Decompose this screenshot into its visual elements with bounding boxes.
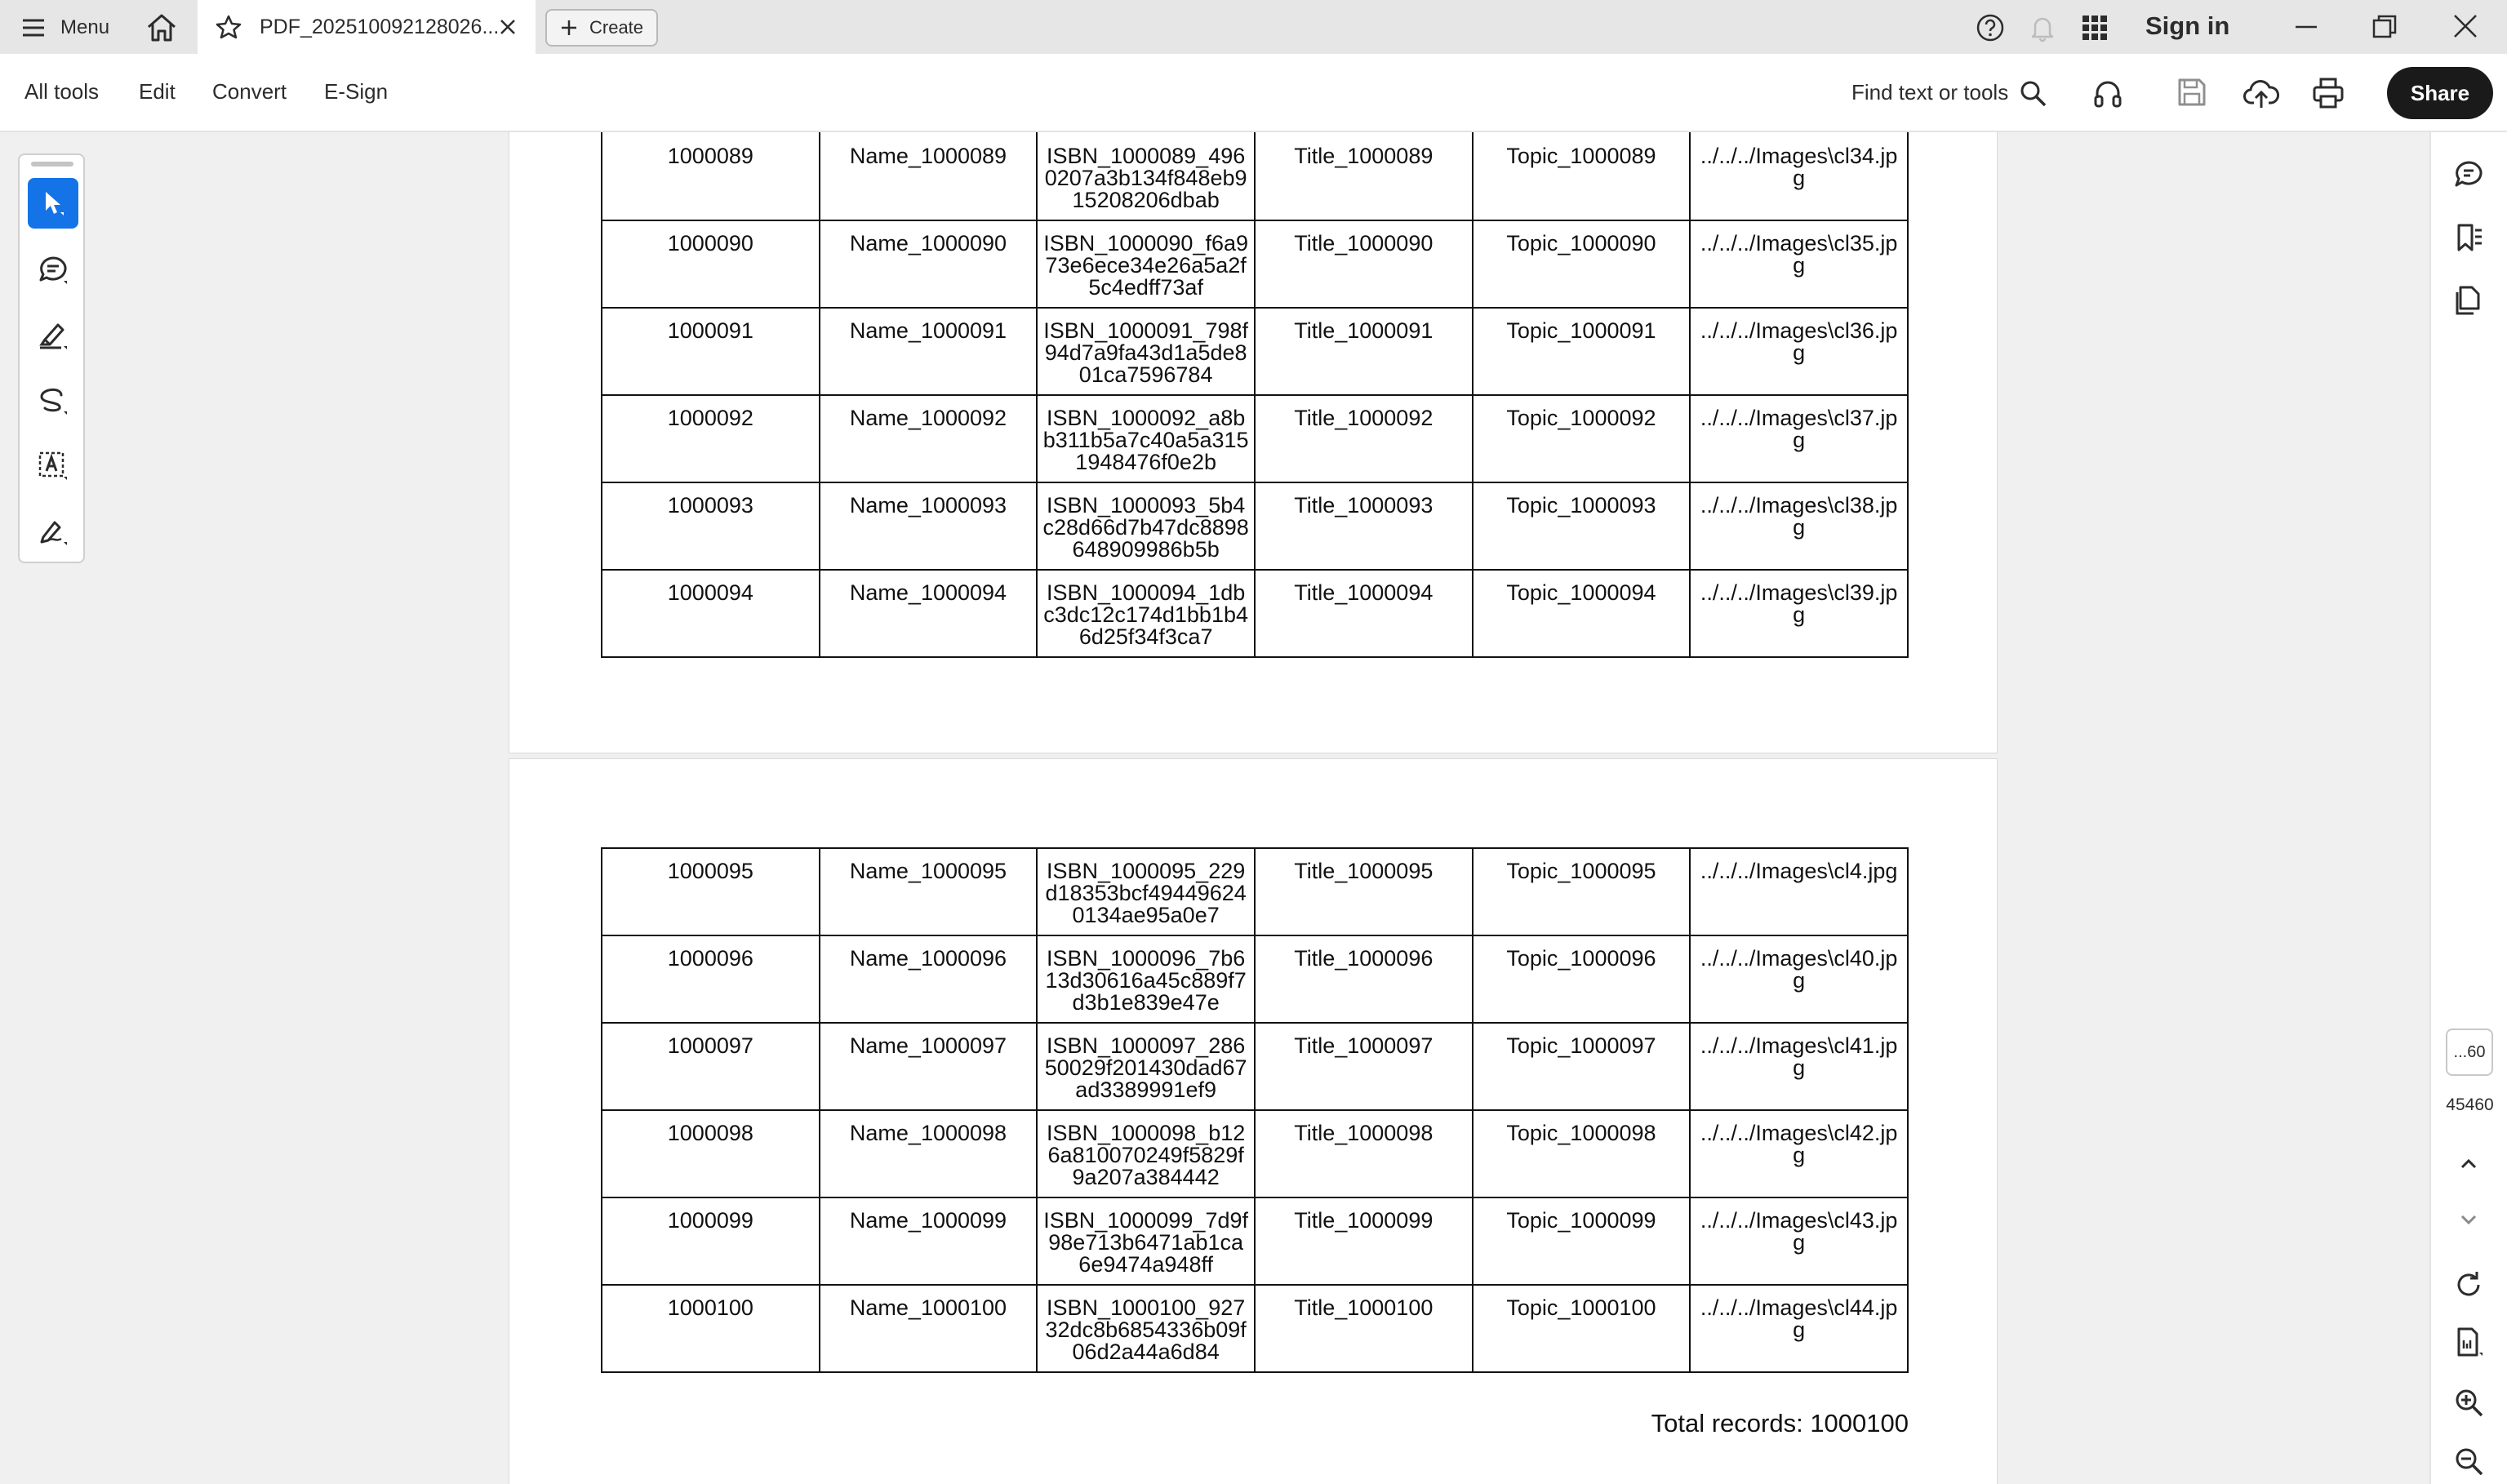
records-table <box>601 847 1909 1373</box>
table-row <box>602 570 1908 657</box>
page-count: 45460 <box>2446 1095 2494 1114</box>
id-cell: 1000099 <box>602 1197 820 1285</box>
table-row <box>602 308 1908 395</box>
image-path-cell: ../../../Images\cl38.jpg <box>1690 482 1908 570</box>
name-cell: Name_1000100 <box>820 1285 1038 1372</box>
minimize-button[interactable] <box>2292 13 2320 41</box>
id-cell: 1000093 <box>602 482 820 570</box>
id-cell: 1000094 <box>602 570 820 657</box>
table-row <box>602 1197 1908 1285</box>
close-icon[interactable] <box>496 16 519 38</box>
pdf-page <box>509 759 1997 1484</box>
isbn-cell: ISBN_1000096_7b613d30616a45c889f7d3b1e839e47e <box>1037 935 1255 1023</box>
image-path-cell: ../../../Images\cl43.jpg <box>1690 1197 1908 1285</box>
document-tab[interactable] <box>198 0 536 54</box>
title-cell: Title_1000091 <box>1255 308 1473 395</box>
title-cell: Title_1000095 <box>1255 848 1473 935</box>
isbn-cell: ISBN_1000097_28650029f201430dad67ad3389991ef9 <box>1037 1023 1255 1110</box>
topic-cell: Topic_1000093 <box>1473 482 1691 570</box>
isbn-cell: ISBN_1000091_798f94d7a9fa43d1a5de801ca7596784 <box>1037 308 1255 395</box>
name-cell: Name_1000096 <box>820 935 1038 1023</box>
apps-button[interactable] <box>2082 15 2108 41</box>
table-row <box>602 395 1908 482</box>
share-button[interactable]: Share <box>2387 67 2493 119</box>
image-path-cell: ../../../Images\cl4.jpg <box>1690 848 1908 935</box>
chevron-up-icon[interactable] <box>2452 1148 2485 1180</box>
isbn-cell: ISBN_1000099_7d9f98e713b6471ab1ca6e9474a948ff <box>1037 1197 1255 1285</box>
menu-convert[interactable]: Convert <box>212 79 287 104</box>
name-cell: Name_1000091 <box>820 308 1038 395</box>
save-icon[interactable] <box>2176 77 2207 108</box>
id-cell: 1000089 <box>602 132 820 220</box>
tab-title: PDF_202510092128026... <box>260 15 500 38</box>
name-cell: Name_1000099 <box>820 1197 1038 1285</box>
title-cell: Title_1000089 <box>1255 132 1473 220</box>
notifications-button[interactable] <box>2028 13 2057 42</box>
id-cell: 1000098 <box>602 1110 820 1197</box>
window-close-button[interactable] <box>2451 11 2480 41</box>
topic-cell: Topic_1000098 <box>1473 1110 1691 1197</box>
right-panel-rail <box>2429 132 2507 1484</box>
topic-cell: Topic_1000096 <box>1473 935 1691 1023</box>
title-bar <box>0 0 2507 54</box>
table-row <box>602 1023 1908 1110</box>
id-cell: 1000091 <box>602 308 820 395</box>
name-cell: Name_1000093 <box>820 482 1038 570</box>
title-cell: Title_1000099 <box>1255 1197 1473 1285</box>
minimize-icon <box>2292 13 2320 41</box>
image-path-cell: ../../../Images\cl34.jpg <box>1690 132 1908 220</box>
image-path-cell: ../../../Images\cl35.jpg <box>1690 220 1908 308</box>
sign-in-button[interactable]: Sign in <box>2145 11 2230 40</box>
print-icon[interactable] <box>2312 77 2345 109</box>
topic-cell: Topic_1000100 <box>1473 1285 1691 1372</box>
id-cell: 1000097 <box>602 1023 820 1110</box>
cloud-upload-icon[interactable] <box>2243 77 2279 109</box>
rotate-icon[interactable] <box>2452 1269 2485 1301</box>
chevron-down-icon[interactable] <box>2452 1203 2485 1236</box>
name-cell: Name_1000095 <box>820 848 1038 935</box>
isbn-cell: ISBN_1000098_b126a810070249f5829f9a207a384442 <box>1037 1110 1255 1197</box>
topic-cell: Topic_1000097 <box>1473 1023 1691 1110</box>
title-cell: Title_1000090 <box>1255 220 1473 308</box>
table-row <box>602 935 1908 1023</box>
records-table-body <box>602 848 1908 1372</box>
isbn-cell: ISBN_1000100_92732dc8b6854336b09f06d2a44a6d84 <box>1037 1285 1255 1372</box>
topic-cell: Topic_1000090 <box>1473 220 1691 308</box>
headphones-icon[interactable] <box>2091 77 2124 109</box>
records-table <box>601 132 1909 658</box>
name-cell: Name_1000094 <box>820 570 1038 657</box>
table-row <box>602 482 1908 570</box>
id-cell: 1000090 <box>602 220 820 308</box>
help-button[interactable] <box>1976 13 2005 42</box>
zoom-out-icon[interactable] <box>2452 1445 2485 1477</box>
topic-cell: Topic_1000089 <box>1473 132 1691 220</box>
title-cell: Title_1000100 <box>1255 1285 1473 1372</box>
isbn-cell: ISBN_1000089_4960207a3b134f848eb915208206dbab <box>1037 132 1255 220</box>
name-cell: Name_1000098 <box>820 1110 1038 1197</box>
table-row <box>602 220 1908 308</box>
main-toolbar <box>0 54 2507 132</box>
menu-edit[interactable]: Edit <box>139 79 176 104</box>
topic-cell: Topic_1000092 <box>1473 395 1691 482</box>
pdf-page <box>509 132 1997 753</box>
topic-cell: Topic_1000099 <box>1473 1197 1691 1285</box>
image-path-cell: ../../../Images\cl39.jpg <box>1690 570 1908 657</box>
bell-icon <box>2028 13 2057 42</box>
name-cell: Name_1000092 <box>820 395 1038 482</box>
isbn-cell: ISBN_1000092_a8bb311b5a7c40a5a3151948476f0e2b <box>1037 395 1255 482</box>
title-cell: Title_1000098 <box>1255 1110 1473 1197</box>
name-cell: Name_1000097 <box>820 1023 1038 1110</box>
plus-icon <box>560 19 578 37</box>
comments-panel-icon[interactable] <box>2452 158 2485 191</box>
image-path-cell: ../../../Images\cl41.jpg <box>1690 1023 1908 1110</box>
id-cell: 1000100 <box>602 1285 820 1372</box>
image-path-cell: ../../../Images\cl36.jpg <box>1690 308 1908 395</box>
page-number-input[interactable]: ...60 <box>2446 1029 2493 1076</box>
isbn-cell: ISBN_1000093_5b4c28d66d7b47dc8898648909986b5b <box>1037 482 1255 570</box>
title-cell: Title_1000094 <box>1255 570 1473 657</box>
table-row <box>602 132 1908 220</box>
restore-button[interactable] <box>2371 13 2398 41</box>
table-row <box>602 1285 1908 1372</box>
find-text-or-tools[interactable]: Find text or tools <box>1851 80 2009 104</box>
title-cell: Title_1000092 <box>1255 395 1473 482</box>
create-label: Create <box>589 17 644 38</box>
isbn-cell: ISBN_1000094_1dbc3dc12c174d1bb1b46d25f34f3ca7 <box>1037 570 1255 657</box>
title-cell: Title_1000096 <box>1255 935 1473 1023</box>
search-icon[interactable] <box>2018 78 2047 108</box>
menu-all-tools[interactable]: All tools <box>24 79 100 104</box>
table-row <box>602 1110 1908 1197</box>
title-cell: Title_1000093 <box>1255 482 1473 570</box>
topic-cell: Topic_1000094 <box>1473 570 1691 657</box>
help-icon <box>1976 13 2005 42</box>
hamburger-icon <box>21 18 46 38</box>
topic-cell: Topic_1000091 <box>1473 308 1691 395</box>
menu-e-sign[interactable]: E-Sign <box>324 79 389 104</box>
page-fit-icon[interactable] <box>2452 1326 2485 1358</box>
document-viewport[interactable] <box>0 132 2408 1484</box>
name-cell: Name_1000089 <box>820 132 1038 220</box>
isbn-cell: ISBN_1000095_229d18353bcf494496240134ae95a0e7 <box>1037 848 1255 935</box>
image-path-cell: ../../../Images\cl37.jpg <box>1690 395 1908 482</box>
image-path-cell: ../../../Images\cl44.jpg <box>1690 1285 1908 1372</box>
name-cell: Name_1000090 <box>820 220 1038 308</box>
home-button[interactable] <box>144 11 180 44</box>
table-row <box>602 848 1908 935</box>
topic-cell: Topic_1000095 <box>1473 848 1691 935</box>
menu-button[interactable] <box>21 11 109 44</box>
id-cell: 1000095 <box>602 848 820 935</box>
records-table-body <box>602 132 1908 657</box>
create-button[interactable] <box>545 9 658 47</box>
bookmark-icon[interactable] <box>2452 222 2485 255</box>
menu-label: Menu <box>60 16 110 38</box>
isbn-cell: ISBN_1000090_f6a973e6ece34e26a5a2f5c4edff73af <box>1037 220 1255 308</box>
home-icon <box>146 13 177 42</box>
total-records-text: Total records: 1000100 <box>1651 1409 1909 1437</box>
star-icon[interactable] <box>216 14 242 40</box>
id-cell: 1000092 <box>602 395 820 482</box>
title-cell: Title_1000097 <box>1255 1023 1473 1110</box>
pages-icon[interactable] <box>2452 284 2485 317</box>
id-cell: 1000096 <box>602 935 820 1023</box>
image-path-cell: ../../../Images\cl42.jpg <box>1690 1110 1908 1197</box>
zoom-in-icon[interactable] <box>2452 1386 2485 1419</box>
apps-grid-icon <box>2082 15 2108 41</box>
image-path-cell: ../../../Images\cl40.jpg <box>1690 935 1908 1023</box>
restore-icon <box>2371 13 2398 41</box>
close-icon <box>2451 11 2480 41</box>
